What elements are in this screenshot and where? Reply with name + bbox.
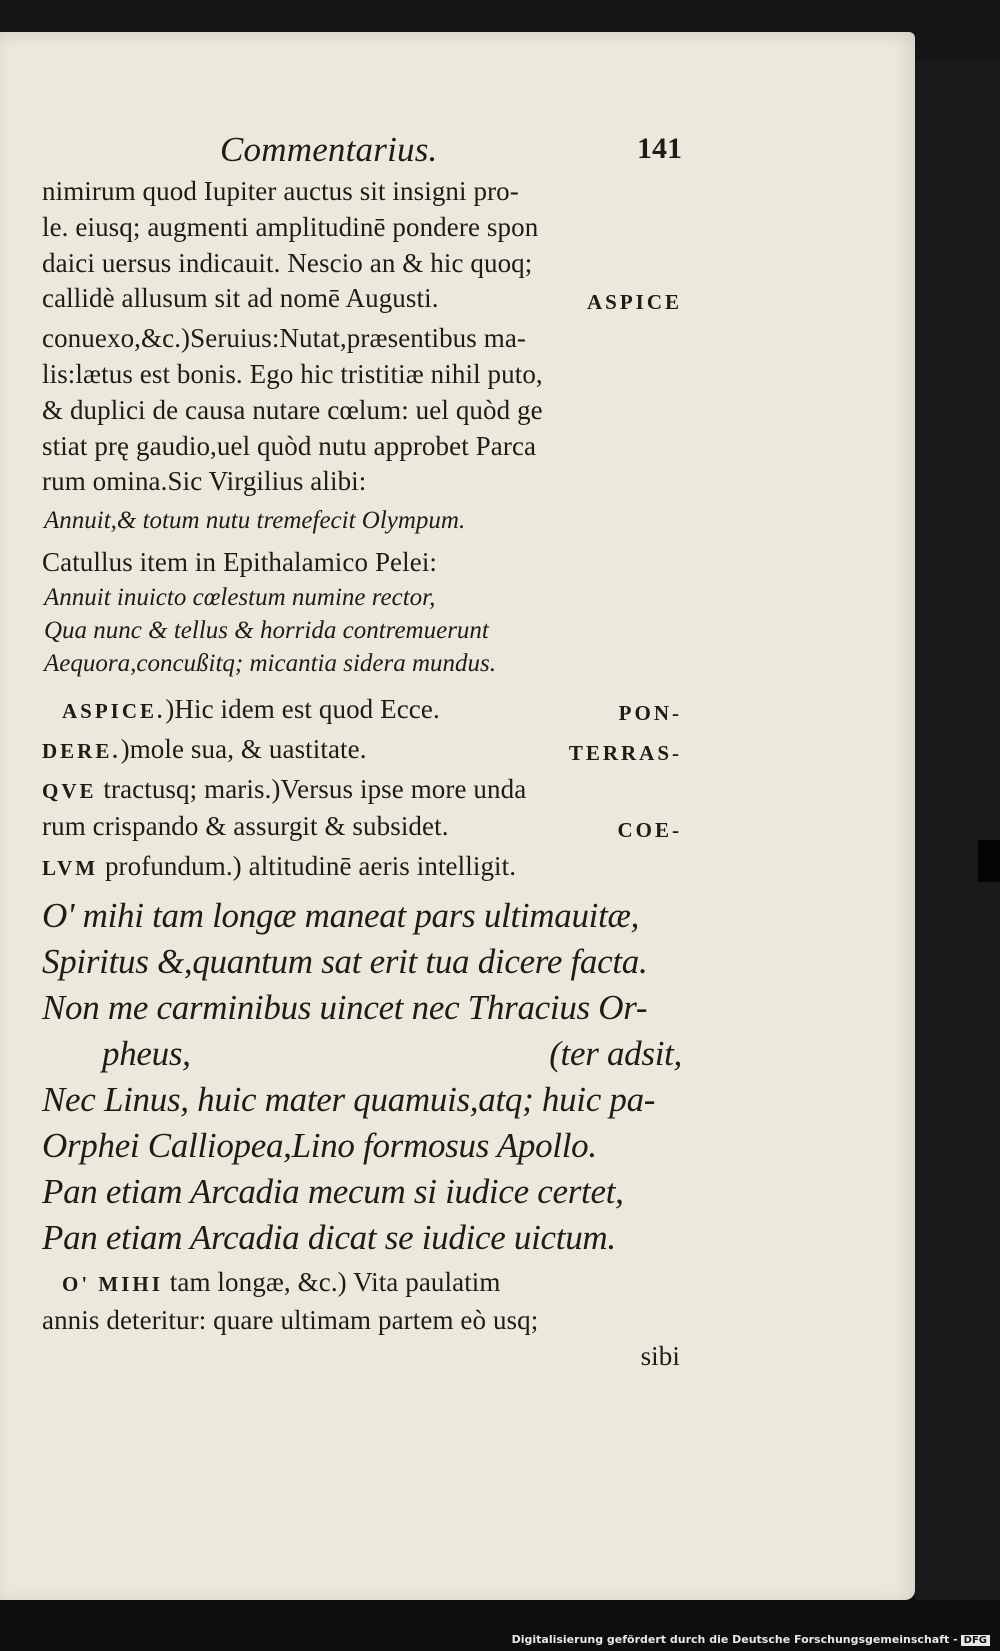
poem-line: Pan etiam Arcadia mecum si iudice certet, [42,1171,624,1211]
lemma: TERRAS- [568,740,682,765]
poem-line-left: pheus, [102,1033,191,1073]
text-line: rum omina.Sic Virgilius alibi: [42,466,367,497]
text-line: & duplici de causa nutare cœlum: uel quòd ge [42,394,543,425]
poem-line-split [42,1031,682,1077]
text-line: conuexo,&c.)Seruius:Nutat,præsentibus ma- [42,323,527,354]
text-line: daici uersus indicauit. Nescio an & hic quoq; [42,247,533,278]
lemma: PON- [618,700,682,725]
text-line-part: callidè allusum sit ad nomē Augusti. [42,283,439,314]
lemma: ASPICE [586,290,682,315]
poem-line: Pan etiam Arcadia dicat se iudice uictum. [42,1217,616,1257]
commentary-text: tractusq; maris.)Versus ipse more unda [103,773,527,804]
lemma: DERE. [42,738,121,763]
text-line: le. eiusq; augmenti amplitudinē pondere spon [42,211,539,242]
poem-line: Non me carminibus uincet nec Thracius Or- [42,987,648,1027]
commentary-line: annis deteritur: quare ultimam partem eò usq; [42,1304,539,1335]
poem-line: Orphei Calliopea,Lino formosus Apollo. [42,1125,597,1165]
commentary-text: )Hic idem est quod Ecce. [165,693,440,724]
commentary-line [42,772,682,810]
poem-line: Nec Linus, huic mater quamuis,atq; huic pa- [42,1079,656,1119]
catchword: sibi [640,1340,680,1371]
quote-verse: Annuit,& totum nutu tremefecit Olympum. [44,507,466,535]
credit-text: Digitalisierung gefördert durch die Deutsche Forschungsgemeinschaft - [511,1633,958,1646]
page-text [42,130,682,1374]
running-header [42,130,682,174]
lemma: COE- [617,818,682,843]
commentary-line [42,732,682,772]
commentary-line [42,809,682,849]
digitization-credit [512,1633,990,1646]
commentary-text: rum crispando & assurgit & subsidet. [42,811,449,842]
lemma: QVE [42,778,97,803]
commentary-line [42,692,682,732]
scan-margin-dark [915,60,1000,1600]
dfg-logo: DFG [961,1635,990,1646]
poem-line-right: (ter adsit, [549,1033,682,1073]
text-line: Catullus item in Epithalamico Pelei: [42,547,438,578]
lemma: O' MIHI [62,1271,163,1296]
text-line: nimirum quod Iupiter auctus sit insigni pro- [42,176,519,206]
page-number: 141 [637,132,682,165]
running-title: Commentarius. [220,130,438,169]
scan-tab-marker [978,840,1000,882]
quote-verse: Aequora,concußitq; micantia sidera mundus. [44,649,497,677]
poem-line: Spiritus &,quantum sat erit tua dicere facta. [42,941,648,981]
commentary-text: profundum.) altitudinē aeris intelligit. [104,851,517,882]
text-line [42,281,682,321]
commentary-line [42,849,682,887]
poem-line: O' mihi tam longæ maneat pars ultimauitæ, [42,895,640,935]
commentary-text: )mole sua, & uastitate. [120,733,367,764]
commentary-text: tam longæ, &c.) Vita paulatim [169,1266,501,1297]
quote-verse: Annuit inuicto cœlestum numine rector, [44,583,436,611]
commentary-line [42,1265,682,1303]
quote-verse: Qua nunc & tellus & horrida contremuerunt [44,616,489,644]
text-line: stiat prę gaudio,uel quòd nutu approbet Parca [42,430,537,461]
lemma: LVM [42,856,99,881]
text-line: lis:lætus est bonis. Ego hic tristitiæ nihil puto, [42,358,543,389]
lemma: ASPICE. [62,698,166,723]
